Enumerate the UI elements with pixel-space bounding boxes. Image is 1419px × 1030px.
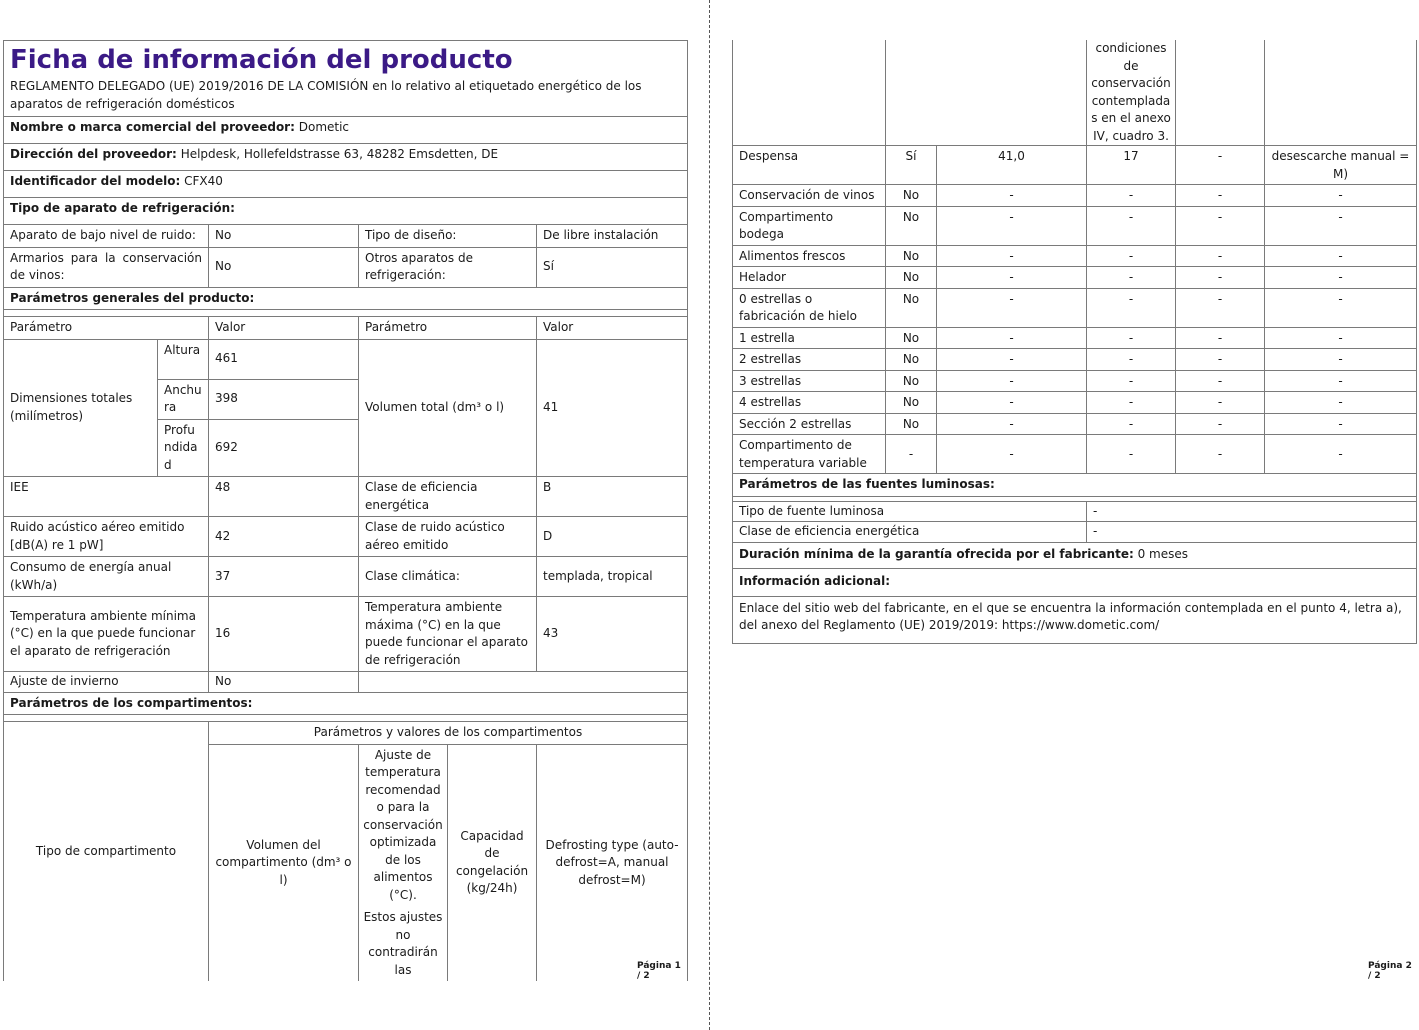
compartment-temp: - [1087,413,1176,435]
compartment-name: 3 estrellas [733,370,886,392]
compartment-row [733,185,1417,207]
compartment-type-header: Tipo de compartimento [4,722,209,982]
min-temp-value: 16 [209,597,359,672]
compartment-defrost: - [1265,370,1417,392]
compartment-freezing: - [1176,370,1265,392]
compartment-temp: - [1087,267,1176,289]
dimensions-label: Dimensiones totales (milímetros) [4,339,158,477]
height-label: Altura [158,339,209,379]
compartment-defrost: - [1265,267,1417,289]
compartment-defrost: - [1265,349,1417,371]
general-params-heading: Parámetros generales del producto: [10,290,255,305]
compartment-temp: - [1087,245,1176,267]
compartment-present: No [886,327,937,349]
compartment-defrost: - [1265,206,1417,245]
compartment-freezing: - [1176,327,1265,349]
compartment-name: Compartimento bodega [733,206,886,245]
page-1 [3,0,687,1030]
compartment-volume: - [937,185,1087,207]
winter-value: No [209,672,359,693]
compartment-volume: - [937,327,1087,349]
compartment-temp: - [1087,370,1176,392]
supplier-name-row: Nombre o marca comercial del proveedor: Dometic [4,117,688,144]
compartment-temp: - [1087,392,1176,414]
compartment-row [733,206,1417,245]
noise-value: 42 [209,517,359,557]
compartment-rows [733,146,1417,474]
supplier-address: Helpdesk, Hollefeldstrasse 63, 48282 Emsdetten, DE [180,147,499,161]
compartment-present: - [886,435,937,474]
compartment-row [733,413,1417,435]
width-value: 398 [209,379,359,419]
page-separator [709,0,710,1030]
compartment-present: No [886,288,937,327]
compartment-defrost: - [1265,288,1417,327]
compartment-row [733,349,1417,371]
compartment-row [733,146,1417,185]
appliance-type-row: Tipo de aparato de refrigeración: [4,198,688,225]
compartment-params-heading: Parámetros de los compartimentos: [10,695,253,710]
compartment-temp: - [1087,185,1176,207]
design-type-label: Tipo de diseño: [359,225,537,248]
supplier-name: Dometic [298,120,350,134]
compartment-freezing: - [1176,413,1265,435]
compartment-present: No [886,413,937,435]
min-temp-label: Temperatura ambiente mínima (°C) en la que puede funcionar el aparato de refrigeración [4,597,209,672]
width-label: Anchura [158,379,209,419]
winter-label: Ajuste de invierno [4,672,209,693]
compartment-present: No [886,349,937,371]
max-temp-value: 43 [537,597,688,672]
climate-class-label: Clase climática: [359,557,537,597]
compartment-freezing: - [1176,349,1265,371]
low-noise-label: Aparato de bajo nivel de ruido: [4,225,209,248]
compartment-defrost: - [1265,413,1417,435]
manufacturer-link[interactable]: https://www.dometic.com/ [1001,618,1160,632]
compartment-temp: 17 [1087,146,1176,185]
compartment-temp: - [1087,327,1176,349]
compartment-temp: - [1087,288,1176,327]
compartment-volume: - [937,245,1087,267]
light-class-value: - [1087,522,1417,543]
compartment-freezing: - [1176,435,1265,474]
compartment-name: 0 estrellas o fabricación de hielo [733,288,886,327]
compartment-row [733,327,1417,349]
total-volume-value: 41 [537,339,688,477]
compartment-temp: - [1087,349,1176,371]
design-type-value: De libre instalación [537,225,688,248]
compartment-freezing: - [1176,392,1265,414]
max-temp-label: Temperatura ambiente máxima (°C) en la que puede funcionar el aparato de refrigeración [359,597,537,672]
compartment-freezing: - [1176,288,1265,327]
compartment-temp: - [1087,206,1176,245]
annual-energy-label: Consumo de energía anual (kWh/a) [4,557,209,597]
annual-energy-value: 37 [209,557,359,597]
compartment-freezing: - [1176,206,1265,245]
model-id: CFX40 [184,174,223,188]
compartment-present: Sí [886,146,937,185]
compartment-volume: - [937,435,1087,474]
compartment-volume: - [937,370,1087,392]
light-params-heading: Parámetros de las fuentes luminosas: [739,477,995,491]
iee-label: IEE [4,477,209,517]
compartment-defrost: - [1265,245,1417,267]
additional-info-heading: Información adicional: [739,574,891,588]
compartment-row [733,392,1417,414]
compartment-present: No [886,185,937,207]
compartment-values-header: Parámetros y valores de los compartimentos [209,722,688,745]
compartment-present: No [886,370,937,392]
compartment-name: Despensa [733,146,886,185]
noise-class-label: Clase de ruido acústico aéreo emitido [359,517,537,557]
model-row: Identificador del modelo: CFX40 [4,171,688,198]
compartment-name: Compartimento de temperatura variable [733,435,886,474]
page-number: Página 1 / 2 [637,961,681,981]
page-2 [732,0,1416,1030]
other-appliance-label: Otros aparatos de refrigeración: [359,247,537,287]
temp-setting-header: Ajuste de temperatura recomendado para la conservación optimizada de los alimentos (°C). Estos ajustes no contradirán las [359,744,448,981]
depth-label: Profundidad [158,419,209,477]
compartment-row [733,370,1417,392]
compartment-volume: - [937,267,1087,289]
wine-cabinet-label: Armarios para la conservación de vinos: [4,247,209,287]
compartment-name: 4 estrellas [733,392,886,414]
compartment-freezing: - [1176,185,1265,207]
light-type-label: Tipo de fuente luminosa [733,501,1087,522]
supplier-address-row: Dirección del proveedor: Helpdesk, Hollefeldstrasse 63, 48282 Emsdetten, DE [4,144,688,171]
compartment-name: Sección 2 estrellas [733,413,886,435]
height-value: 461 [209,339,359,379]
compartment-freezing: - [1176,267,1265,289]
iee-value: 48 [209,477,359,517]
compartment-row [733,267,1417,289]
compartment-temp: - [1087,435,1176,474]
warranty-value: 0 meses [1137,546,1189,561]
compartment-volume: 41,0 [937,146,1087,185]
warranty-label: Duración mínima de la garantía ofrecida por el fabricante: [739,546,1134,561]
compartment-volume: - [937,206,1087,245]
compartment-defrost: - [1265,327,1417,349]
freezing-capacity-header: Capacidad de congelación (kg/24h) [448,744,537,981]
energy-class-label: Clase de eficiencia energética [359,477,537,517]
compartment-volume: - [937,288,1087,327]
energy-class-value: B [537,477,688,517]
compartment-volume: - [937,392,1087,414]
compartment-name: Conservación de vinos [733,185,886,207]
compartment-defrost: - [1265,392,1417,414]
regulation-text: REGLAMENTO DELEGADO (UE) 2019/2016 DE LA COMISIÓN en lo relativo al etiquetado energético de los aparatos de refrigeración domésticos [10,79,642,111]
light-class-label: Clase de eficiencia energética [733,522,1087,543]
climate-class-value: templada, tropical [537,557,688,597]
low-noise-value: No [209,225,359,248]
compartment-row [733,435,1417,474]
compartment-name: 1 estrella [733,327,886,349]
compartment-defrost: - [1265,435,1417,474]
compartment-name: Helador [733,267,886,289]
noise-class-value: D [537,517,688,557]
compartment-row [733,288,1417,327]
compartment-volume-header: Volumen del compartimento (dm³ o l) [209,744,359,981]
compartment-present: No [886,392,937,414]
manufacturer-link-text: Enlace del sitio web del fabricante, en el que se encuentra la información contemplada en el punto 4, letra a), del anexo del Reglamento (UE) 2019/2019: [739,600,1402,632]
product-info-table [3,40,688,981]
compartment-name: 2 estrellas [733,349,886,371]
compartment-present: No [886,245,937,267]
params-header-row: Parámetro Valor Parámetro Valor [4,317,688,340]
compartment-defrost: desescarche manual = M) [1265,146,1417,185]
noise-label: Ruido acústico aéreo emitido [dB(A) re 1 pW] [4,517,209,557]
compartment-freezing: - [1176,245,1265,267]
compartment-name: Alimentos frescos [733,245,886,267]
compartment-volume: - [937,349,1087,371]
compartment-defrost: - [1265,185,1417,207]
total-volume-label: Volumen total (dm³ o l) [359,339,537,477]
page-number: Página 2 / 2 [1368,961,1412,981]
page-title: Ficha de información del producto [10,45,513,75]
compartment-present: No [886,267,937,289]
light-type-value: - [1087,501,1417,522]
compartments-table [732,40,1417,644]
temp-setting-continued: condiciones de conservación contempladas en el anexo IV, cuadro 3. [1087,40,1176,146]
defrost-type-header: Defrosting type (auto-defrost=A, manual defrost=M) [537,744,688,981]
compartment-present: No [886,206,937,245]
compartment-volume: - [937,413,1087,435]
compartment-freezing: - [1176,146,1265,185]
wine-cabinet-value: No [209,247,359,287]
other-appliance-value: Sí [537,247,688,287]
depth-value: 692 [209,419,359,477]
compartment-row [733,245,1417,267]
